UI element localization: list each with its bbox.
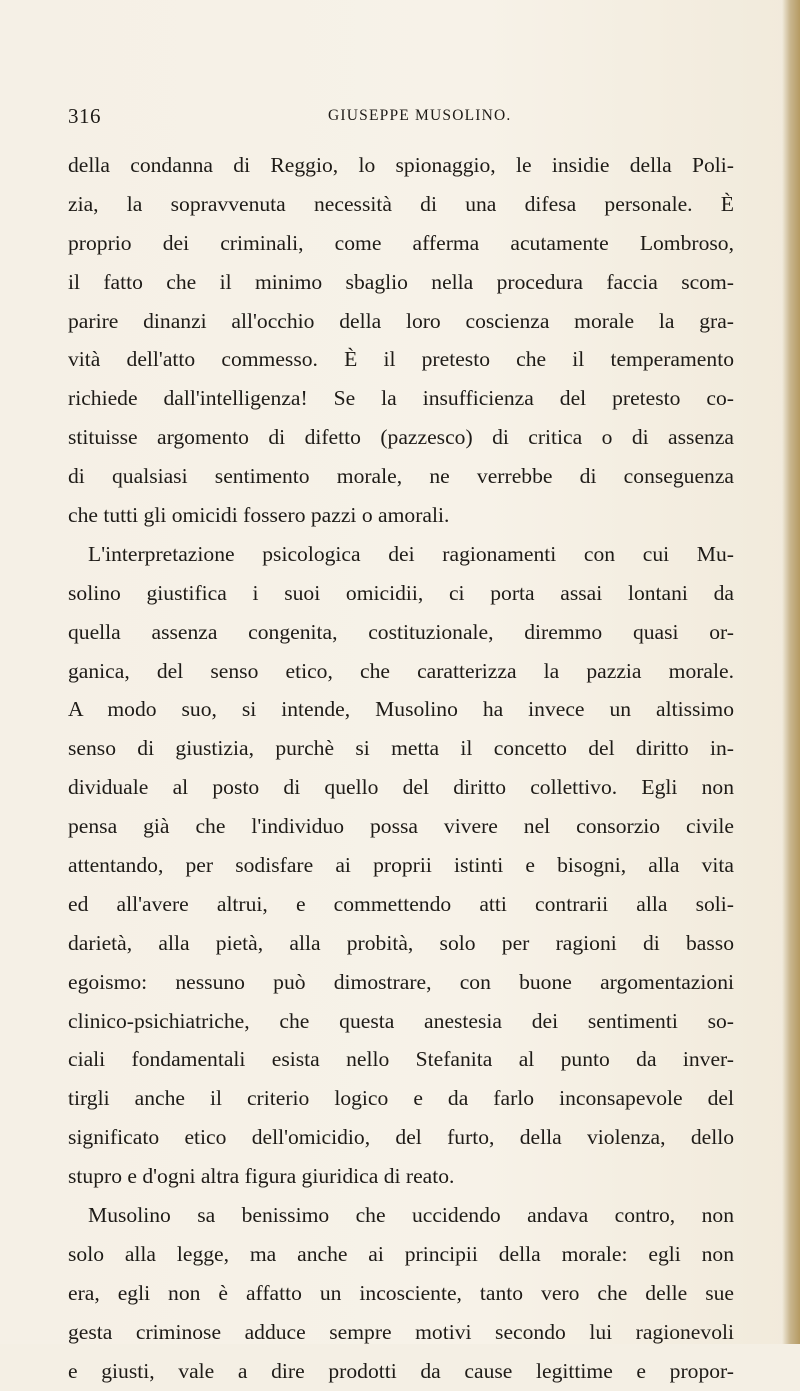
text-line: ganica, del senso etico, che caratterizza la pazzia morale. [68, 658, 734, 683]
text-line: gesta criminose adduce sempre motivi secondo lui ragionevoli [68, 1319, 734, 1344]
text-line: Musolino sa benissimo che uccidendo andava contro, non [88, 1203, 734, 1228]
text-line: che tutti gli omicidi fossero pazzi o amorali. [68, 503, 450, 528]
text-line: quella assenza congenita, costituzionale, diremmo quasi or- [68, 619, 734, 644]
text-line: solino giustifica i suoi omicidii, ci porta assai lontani da [68, 580, 734, 605]
body-text [68, 146, 734, 1391]
running-head: GIUSEPPE MUSOLINO. [328, 107, 512, 124]
text-line: egoismo: nessuno può dimostrare, con buone argomentazioni [68, 969, 734, 994]
text-line: clinico-psichiatriche, che questa anestesia dei sentimenti so- [68, 1008, 734, 1033]
text-line: e giusti, vale a dire prodotti da cause legittime e propor- [68, 1358, 734, 1383]
text-line: zia, la sopravvenuta necessità di una difesa personale. È [68, 191, 734, 216]
text-line: darietà, alla pietà, alla probità, solo per ragioni di basso [68, 930, 734, 955]
text-line: A modo suo, si intende, Musolino ha invece un altissimo [68, 697, 734, 722]
text-line: stupro e d'ogni altra figura giuridica di reato. [68, 1164, 455, 1189]
text-line: ciali fondamentali esista nello Stefanita al punto da inver- [68, 1047, 734, 1072]
page-edge-shadow [782, 0, 800, 1344]
text-line: stituisse argomento di difetto (pazzesco) di critica o di assenza [68, 425, 734, 450]
text-line: pensa già che l'individuo possa vivere nel consorzio civile [68, 814, 734, 839]
text-line: vità dell'atto commesso. È il pretesto che il temperamento [68, 347, 734, 372]
text-line: il fatto che il minimo sbaglio nella procedura faccia scom- [68, 269, 734, 294]
text-line: ed all'avere altrui, e commettendo atti contrarii alla soli- [68, 891, 734, 916]
text-line: di qualsiasi sentimento morale, ne verrebbe di conseguenza [68, 464, 734, 489]
text-line: parire dinanzi all'occhio della loro coscienza morale la gra- [68, 308, 734, 333]
text-line: solo alla legge, ma anche ai principii della morale: egli non [68, 1241, 734, 1266]
text-line: senso di giustizia, purchè si metta il concetto del diritto in- [68, 736, 734, 761]
page-number: 316 [68, 104, 101, 128]
text-line: significato etico dell'omicidio, del furto, della violenza, dello [68, 1125, 734, 1150]
text-line: attentando, per sodisfare ai proprii istinti e bisogni, alla vita [68, 853, 734, 878]
text-line: era, egli non è affatto un incosciente, tanto vero che delle sue [68, 1280, 734, 1305]
text-line: della condanna di Reggio, lo spionaggio, le insidie della Poli- [68, 153, 734, 177]
text-line: richiede dall'intelligenza! Se la insufficienza del pretesto co- [68, 386, 734, 411]
page-header [68, 104, 734, 134]
text-line: L'interpretazione psicologica dei ragionamenti con cui Mu- [88, 541, 734, 566]
text-line: dividuale al posto di quello del diritto collettivo. Egli non [68, 775, 734, 800]
text-line: tirgli anche il criterio logico e da farlo inconsapevole del [68, 1086, 734, 1111]
text-line: proprio dei criminali, come afferma acutamente Lombroso, [68, 230, 734, 255]
